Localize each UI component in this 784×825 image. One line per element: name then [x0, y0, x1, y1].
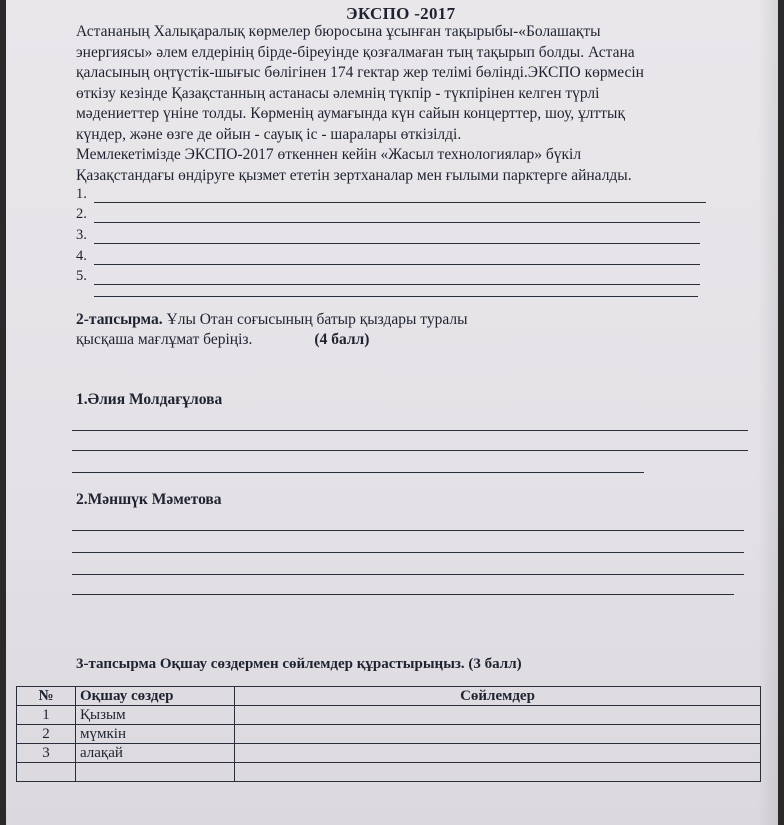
answer-number: 2.	[76, 206, 87, 222]
row-word: Қызым	[76, 706, 235, 725]
answer-rule[interactable]	[72, 594, 734, 595]
table-row	[17, 706, 761, 725]
row-sentence[interactable]	[235, 725, 761, 744]
answer-line-3[interactable]	[76, 227, 700, 244]
text-line: Қазақстандағы өндіруге қызмет ететін зертханалар мен ғылыми парктерге айналды.	[76, 166, 632, 184]
answer-rule[interactable]	[72, 552, 744, 553]
row-word: мүмкін	[76, 725, 235, 744]
text-line: мәдениеттер үніне толды. Көрменің аумағында күн сайын концерттер, шоу, ұлттық	[76, 105, 626, 122]
text-line: Астананың Халықаралық көрмелер бюросына ұсынған тақырыбы-«Болашақты	[76, 23, 601, 40]
row-sentence[interactable]	[235, 763, 761, 782]
answer-line-5[interactable]	[76, 268, 700, 285]
task2-label: 2-тапсырма.	[76, 311, 163, 328]
header-number: №	[17, 687, 76, 706]
row-number	[17, 763, 76, 782]
answer-rule[interactable]	[94, 190, 706, 203]
answer-rule[interactable]	[72, 472, 644, 473]
paper-shadow	[758, 0, 778, 825]
words-table	[16, 686, 761, 782]
answer-rule[interactable]	[72, 430, 748, 431]
answer-rule[interactable]	[72, 450, 748, 451]
text-line: Мемлекетімізде ЭКСПО-2017 өткеннен кейін «Жасыл технологиялар» бүкіл	[76, 146, 582, 163]
row-word	[76, 763, 235, 782]
answer-number: 1.	[76, 186, 87, 202]
table-row	[17, 725, 761, 744]
hero-name-2: 2.Мәншүк Мәметова	[76, 491, 222, 508]
answer-number: 4.	[76, 248, 87, 264]
table-row	[17, 744, 761, 763]
row-sentence[interactable]	[235, 706, 761, 725]
row-word: алақай	[76, 744, 235, 763]
answer-number: 5.	[76, 268, 87, 284]
answer-rule[interactable]	[94, 272, 700, 285]
task2-text: Ұлы Отан соғысының батыр қыздары туралы	[162, 311, 468, 328]
answer-line-2[interactable]	[76, 206, 700, 223]
answer-rule[interactable]	[72, 530, 744, 531]
hero-name-1: 1.Әлия Молдағұлова	[76, 391, 223, 408]
row-number: 3	[17, 744, 76, 763]
worksheet-page	[6, 0, 778, 825]
answer-rule[interactable]	[94, 296, 698, 297]
text-line: қаласының оңтүстік-шығыс бөлігінен 174 гектар жер телімі бөлінді.ЭКСПО көрмесін	[76, 64, 644, 81]
answer-line-1[interactable]	[76, 186, 706, 203]
answer-rule[interactable]	[94, 231, 700, 244]
answer-rule[interactable]	[72, 574, 744, 575]
task3-heading: 3-тапсырма Оқшау сөздермен сөйлемдер құрастырыңыз. (3 балл)	[76, 656, 522, 672]
answer-rule[interactable]	[94, 252, 700, 265]
page-title: ЭКСПО -2017	[346, 4, 456, 23]
task2-line-1	[76, 310, 468, 330]
text-line: энергиясы» әлем елдерінің бірде-біреуінде қозғалмаған тың тақырып болды. Астана	[76, 43, 635, 61]
header-sentences: Сөйлемдер	[235, 687, 761, 706]
task2-score: (4 балл)	[314, 331, 370, 348]
answer-line-4[interactable]	[76, 248, 700, 265]
answer-rule[interactable]	[94, 210, 700, 223]
row-number: 2	[17, 725, 76, 744]
task2-text-2: қысқаша мағлұмат беріңіз.	[76, 331, 253, 348]
answer-number: 3.	[76, 227, 87, 243]
table-row	[17, 763, 761, 782]
text-line: күндер, және өзге де ойын - сауық іс - шаралары өткізілді.	[76, 125, 462, 143]
row-number: 1	[17, 706, 76, 725]
task2-instructions	[76, 310, 468, 350]
table-header-row	[17, 687, 761, 706]
row-sentence[interactable]	[235, 744, 761, 763]
task2-line-2	[76, 330, 468, 350]
text-line: өткізу кезінде Қазақстанның астанасы әлемнің түкпір - түкпірінен келген түрлі	[76, 84, 600, 102]
header-words: Оқшау сөздер	[76, 687, 235, 706]
expo-text	[76, 22, 736, 186]
